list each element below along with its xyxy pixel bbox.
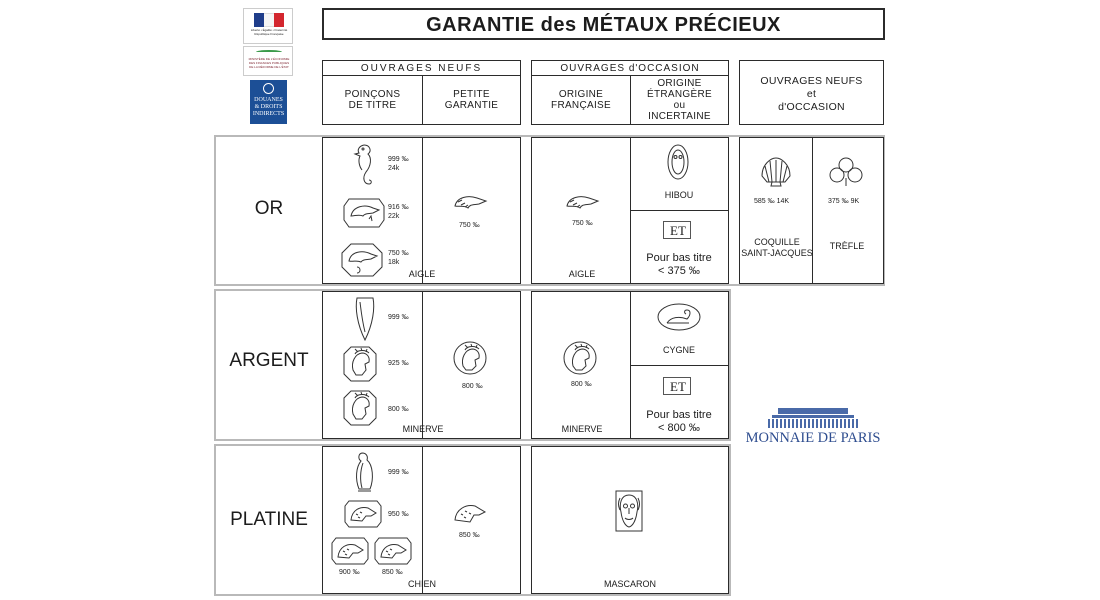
minerva-occasion-francaise-icon bbox=[563, 340, 597, 376]
dog-head-stamp-2-icon bbox=[331, 537, 369, 565]
shell-coquille-icon bbox=[759, 156, 793, 188]
header-ouvrages-neufs: OUVRAGES NEUFS POINÇONS DE TITRE PETITE GARANTIE bbox=[322, 60, 521, 125]
seahorse-stamp-icon bbox=[350, 142, 378, 192]
republique-francaise-logo: Liberté • Égalité • Fraternité République Française bbox=[243, 8, 293, 44]
minerva-stamp-1-icon bbox=[343, 346, 377, 382]
penguin-stamp-icon bbox=[353, 451, 375, 495]
owl-hibou-icon bbox=[666, 143, 690, 181]
eagle-occasion-francaise-icon bbox=[564, 192, 600, 216]
header-ouvrages-neufs-et-occasion: OUVRAGES NEUFS et d'OCCASION bbox=[739, 60, 884, 125]
dog-petite-garantie-icon bbox=[452, 500, 488, 526]
eagle-head-stamp-3-icon bbox=[341, 243, 383, 277]
monnaie-de-paris-logo: MONNAIE DE PARIS bbox=[740, 408, 886, 450]
metal-label-or: OR bbox=[254, 198, 284, 219]
dog-head-stamp-1-icon bbox=[344, 500, 382, 528]
page-title: GARANTIE des MÉTAUX PRÉCIEUX bbox=[322, 8, 885, 40]
metal-label-platine: PLATINE bbox=[230, 509, 308, 530]
vase-stamp-icon bbox=[354, 296, 376, 342]
dog-head-stamp-3-icon bbox=[374, 537, 412, 565]
minerva-stamp-2-icon bbox=[343, 390, 377, 426]
ministere-logo: MINISTÈRE DE L'ÉCONOMIE DES FINANCES PUBLIQUES DE LA RÉFORME DE L'ÉTAT bbox=[243, 46, 293, 76]
et-stamp-argent-icon: ET bbox=[663, 377, 691, 395]
mascaron-icon bbox=[615, 490, 643, 532]
douanes-logo: DOUANES & DROITS INDIRECTS bbox=[250, 80, 287, 124]
eagle-head-stamp-1-icon bbox=[343, 198, 385, 228]
minerva-petite-garantie-icon bbox=[453, 340, 487, 376]
header-ouvrages-occasion: OUVRAGES d'OCCASION ORIGINE FRANÇAISE ORIGINE ÉTRANGÈRE ou INCERTAINE bbox=[531, 60, 729, 125]
eagle-petite-garantie-icon bbox=[452, 192, 488, 216]
clover-trefle-icon bbox=[827, 156, 865, 188]
et-stamp-or-icon: ET bbox=[663, 221, 691, 239]
swan-cygne-icon bbox=[657, 303, 701, 331]
metal-label-argent: ARGENT bbox=[229, 350, 309, 371]
